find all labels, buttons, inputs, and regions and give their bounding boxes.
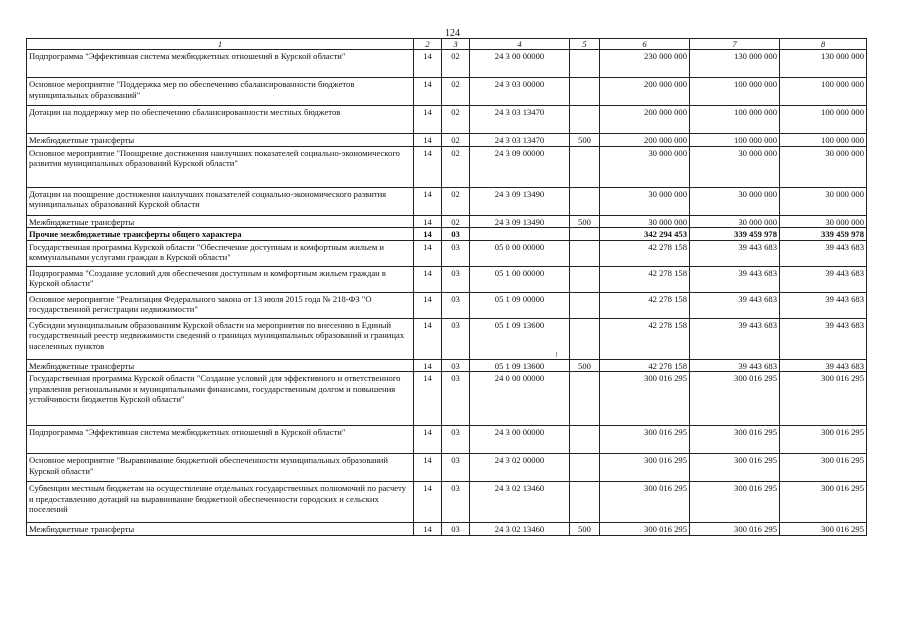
expense-type-code-cell — [570, 146, 600, 187]
target-item-code-cell: 24 3 09 13490 — [470, 187, 570, 215]
subsection-code-cell: 02 — [442, 134, 470, 146]
target-item-code-cell: 24 0 00 00000 — [470, 372, 570, 426]
subsection-code-cell: 02 — [442, 78, 470, 106]
subsection-code-cell: 03 — [442, 318, 470, 359]
section-code-cell: 14 — [414, 228, 442, 240]
target-item-code-cell: 24 3 03 13470 — [470, 134, 570, 146]
expense-type-code-cell: 500 — [570, 359, 600, 371]
expense-type-code-cell — [570, 426, 600, 454]
amount-year2-cell: 100 000 000 — [690, 106, 780, 134]
amount-year1-cell: 200 000 000 — [600, 134, 690, 146]
expense-type-code-cell — [570, 292, 600, 318]
amount-year3-cell: 39 443 683 — [780, 240, 867, 266]
amount-year3-cell: 300 016 295 — [780, 372, 867, 426]
section-code-cell: 14 — [414, 106, 442, 134]
subsection-code-cell: 03 — [442, 266, 470, 292]
amount-year2-cell: 300 016 295 — [690, 523, 780, 535]
amount-year1-cell: 342 294 453 — [600, 228, 690, 240]
section-code-cell: 14 — [414, 454, 442, 482]
subsection-code-cell: 02 — [442, 50, 470, 78]
amount-year3-cell: 300 016 295 — [780, 482, 867, 523]
row-name-cell: Межбюджетные трансферты — [27, 215, 414, 227]
target-item-code-cell: 24 3 09 13490 — [470, 215, 570, 227]
subsection-code-cell: 03 — [442, 292, 470, 318]
column-header: 7 — [690, 39, 780, 50]
amount-year2-cell: 39 443 683 — [690, 292, 780, 318]
row-name-cell: Дотации на поддержку мер по обеспечению сбалансированности местных бюджетов — [27, 106, 414, 134]
amount-year2-cell: 130 000 000 — [690, 50, 780, 78]
target-item-code-cell: 24 3 02 13460 — [470, 523, 570, 535]
table-row — [27, 482, 867, 523]
amount-year3-cell: 130 000 000 — [780, 50, 867, 78]
target-item-code-cell: 05 0 00 00000 — [470, 240, 570, 266]
subsection-code-cell: 02 — [442, 146, 470, 187]
expense-type-code-cell — [570, 106, 600, 134]
row-name-cell: Дотации на поощрение достижения наилучших показателей социально-экономического развития муниципальных образований Курской области — [27, 187, 414, 215]
row-name-cell: Прочие межбюджетные трансферты общего характера — [27, 228, 414, 240]
amount-year1-cell: 30 000 000 — [600, 187, 690, 215]
expense-type-code-cell — [570, 187, 600, 215]
section-code-cell: 14 — [414, 292, 442, 318]
target-item-code-cell: 05 1 09 13600 — [470, 359, 570, 371]
column-header: 8 — [780, 39, 867, 50]
amount-year2-cell: 39 443 683 — [690, 359, 780, 371]
expense-type-code-cell: 500 — [570, 523, 600, 535]
amount-year3-cell: 100 000 000 — [780, 78, 867, 106]
amount-year2-cell: 100 000 000 — [690, 78, 780, 106]
amount-year1-cell: 200 000 000 — [600, 106, 690, 134]
row-name-cell: Субвенции местным бюджетам на осуществление отдельных государственных полномочий по расчету и предоставлению дотаций на выравнивание бюджетной обеспеченности городских и сельских поселений — [27, 482, 414, 523]
expense-type-code-cell — [570, 266, 600, 292]
table-row — [27, 50, 867, 78]
section-code-cell: 14 — [414, 523, 442, 535]
amount-year3-cell: 300 016 295 — [780, 454, 867, 482]
section-code-cell: 14 — [414, 318, 442, 359]
amount-year2-cell: 300 016 295 — [690, 454, 780, 482]
target-item-code-cell: 05 1 09 00000 — [470, 292, 570, 318]
page-number: 124 — [445, 28, 460, 39]
amount-year2-cell: 39 443 683 — [690, 318, 780, 359]
section-code-cell: 14 — [414, 426, 442, 454]
amount-year2-cell: 339 459 978 — [690, 228, 780, 240]
subsection-code-cell: 03 — [442, 359, 470, 371]
table-row — [27, 266, 867, 292]
section-code-cell: 14 — [414, 146, 442, 187]
budget-table — [26, 38, 867, 536]
subsection-code-cell: 03 — [442, 523, 470, 535]
table-row — [27, 318, 867, 359]
column-header: 5 — [570, 39, 600, 50]
table-row — [27, 372, 867, 426]
expense-type-code-cell — [570, 240, 600, 266]
amount-year2-cell: 300 016 295 — [690, 372, 780, 426]
subsection-code-cell: 02 — [442, 106, 470, 134]
amount-year1-cell: 300 016 295 — [600, 372, 690, 426]
amount-year2-cell: 300 016 295 — [690, 482, 780, 523]
amount-year1-cell: 42 278 158 — [600, 359, 690, 371]
target-item-code-cell: 24 3 00 00000 — [470, 426, 570, 454]
target-item-code-cell: 24 3 00 00000 — [470, 50, 570, 78]
row-name-cell: Подпрограмма "Эффективная система межбюджетных отношений в Курской области" — [27, 50, 414, 78]
target-item-code-cell — [470, 228, 570, 240]
subsection-code-cell: 03 — [442, 372, 470, 426]
amount-year1-cell: 42 278 158 — [600, 240, 690, 266]
amount-year2-cell: 39 443 683 — [690, 240, 780, 266]
row-name-cell: Подпрограмма "Создание условий для обеспечения доступным и комфортным жильем граждан в Курской области" — [27, 266, 414, 292]
section-code-cell: 14 — [414, 134, 442, 146]
table-row — [27, 426, 867, 454]
subsection-code-cell: 03 — [442, 482, 470, 523]
amount-year1-cell: 230 000 000 — [600, 50, 690, 78]
subsection-code-cell: 03 — [442, 454, 470, 482]
target-item-code-cell: 24 3 03 00000 — [470, 78, 570, 106]
row-name-cell: Основное мероприятие "Выравнивание бюджетной обеспеченности муниципальных образований Курской области" — [27, 454, 414, 482]
section-code-cell: 14 — [414, 187, 442, 215]
row-name-cell: Подпрограмма "Эффективная система межбюджетных отношений в Курской области" — [27, 426, 414, 454]
expense-type-code-cell — [570, 78, 600, 106]
amount-year2-cell: 30 000 000 — [690, 187, 780, 215]
table-row — [27, 523, 867, 535]
amount-year3-cell: 39 443 683 — [780, 318, 867, 359]
amount-year1-cell: 42 278 158 — [600, 292, 690, 318]
section-code-cell: 14 — [414, 266, 442, 292]
section-code-cell: 14 — [414, 482, 442, 523]
scan-artifact — [556, 352, 557, 357]
amount-year1-cell: 30 000 000 — [600, 215, 690, 227]
table-row — [27, 106, 867, 134]
subsection-code-cell: 03 — [442, 240, 470, 266]
target-item-code-cell: 24 3 02 13460 — [470, 482, 570, 523]
column-header: 1 — [27, 39, 414, 50]
expense-type-code-cell — [570, 482, 600, 523]
table-row — [27, 215, 867, 227]
subsection-code-cell: 02 — [442, 215, 470, 227]
column-header: 2 — [414, 39, 442, 50]
amount-year1-cell: 300 016 295 — [600, 426, 690, 454]
row-name-cell: Межбюджетные трансферты — [27, 523, 414, 535]
row-name-cell: Межбюджетные трансферты — [27, 359, 414, 371]
target-item-code-cell: 05 1 00 00000 — [470, 266, 570, 292]
table-row — [27, 292, 867, 318]
target-item-code-cell: 05 1 09 13600 — [470, 318, 570, 359]
expense-type-code-cell: 500 — [570, 134, 600, 146]
subsection-code-cell: 03 — [442, 426, 470, 454]
target-item-code-cell: 24 3 03 13470 — [470, 106, 570, 134]
row-name-cell: Основное мероприятие "Поощрение достижения наилучших показателей социально-экономического развития муниципальных образований Курской области" — [27, 146, 414, 187]
column-header: 6 — [600, 39, 690, 50]
amount-year3-cell: 100 000 000 — [780, 134, 867, 146]
target-item-code-cell: 24 3 02 00000 — [470, 454, 570, 482]
amount-year3-cell: 300 016 295 — [780, 426, 867, 454]
table-row — [27, 240, 867, 266]
amount-year2-cell: 300 016 295 — [690, 426, 780, 454]
amount-year2-cell: 30 000 000 — [690, 146, 780, 187]
amount-year3-cell: 100 000 000 — [780, 106, 867, 134]
amount-year1-cell: 300 016 295 — [600, 482, 690, 523]
expense-type-code-cell — [570, 50, 600, 78]
expense-type-code-cell — [570, 228, 600, 240]
subsection-code-cell: 03 — [442, 228, 470, 240]
table-row — [27, 228, 867, 240]
table-row — [27, 146, 867, 187]
column-header: 4 — [470, 39, 570, 50]
table-body — [27, 50, 867, 535]
row-name-cell: Государственная программа Курской области "Создание условий для эффективного и ответственного управления региональными и муниципальными финансами, государственным долгом и повышения устойчивости бюджетов Курской области" — [27, 372, 414, 426]
row-name-cell: Субсидии муниципальным образованиям Курской области на мероприятия по внесению в Единый государственный реестр недвижимости сведений о границах муниципальных образований и границах населенных пунктов — [27, 318, 414, 359]
amount-year3-cell: 30 000 000 — [780, 187, 867, 215]
row-name-cell: Межбюджетные трансферты — [27, 134, 414, 146]
amount-year2-cell: 30 000 000 — [690, 215, 780, 227]
expense-type-code-cell — [570, 318, 600, 359]
amount-year1-cell: 42 278 158 — [600, 318, 690, 359]
table-row — [27, 78, 867, 106]
amount-year3-cell: 39 443 683 — [780, 292, 867, 318]
expense-type-code-cell — [570, 372, 600, 426]
column-header: 3 — [442, 39, 470, 50]
amount-year3-cell: 30 000 000 — [780, 215, 867, 227]
amount-year1-cell: 42 278 158 — [600, 266, 690, 292]
amount-year2-cell: 100 000 000 — [690, 134, 780, 146]
table-row — [27, 187, 867, 215]
column-number-row — [27, 39, 867, 50]
row-name-cell: Основное мероприятие "Поддержка мер по обеспечению сбалансированности бюджетов муниципальных образований" — [27, 78, 414, 106]
expense-type-code-cell — [570, 454, 600, 482]
amount-year3-cell: 39 443 683 — [780, 359, 867, 371]
amount-year2-cell: 39 443 683 — [690, 266, 780, 292]
expense-type-code-cell: 500 — [570, 215, 600, 227]
amount-year3-cell: 300 016 295 — [780, 523, 867, 535]
amount-year3-cell: 39 443 683 — [780, 266, 867, 292]
amount-year1-cell: 200 000 000 — [600, 78, 690, 106]
target-item-code-cell: 24 3 09 00000 — [470, 146, 570, 187]
row-name-cell: Государственная программа Курской области "Обеспечение доступным и комфортным жильем и коммунальными услугами граждан в Курской области" — [27, 240, 414, 266]
table-row — [27, 454, 867, 482]
section-code-cell: 14 — [414, 50, 442, 78]
section-code-cell: 14 — [414, 359, 442, 371]
section-code-cell: 14 — [414, 78, 442, 106]
amount-year3-cell: 30 000 000 — [780, 146, 867, 187]
section-code-cell: 14 — [414, 372, 442, 426]
row-name-cell: Основное мероприятие "Реализация Федерального закона от 13 июля 2015 года № 218-ФЗ "О государственной регистрации недвижимости" — [27, 292, 414, 318]
table-row — [27, 134, 867, 146]
table-row — [27, 359, 867, 371]
section-code-cell: 14 — [414, 240, 442, 266]
amount-year1-cell: 300 016 295 — [600, 454, 690, 482]
amount-year1-cell: 300 016 295 — [600, 523, 690, 535]
amount-year3-cell: 339 459 978 — [780, 228, 867, 240]
subsection-code-cell: 02 — [442, 187, 470, 215]
amount-year1-cell: 30 000 000 — [600, 146, 690, 187]
section-code-cell: 14 — [414, 215, 442, 227]
